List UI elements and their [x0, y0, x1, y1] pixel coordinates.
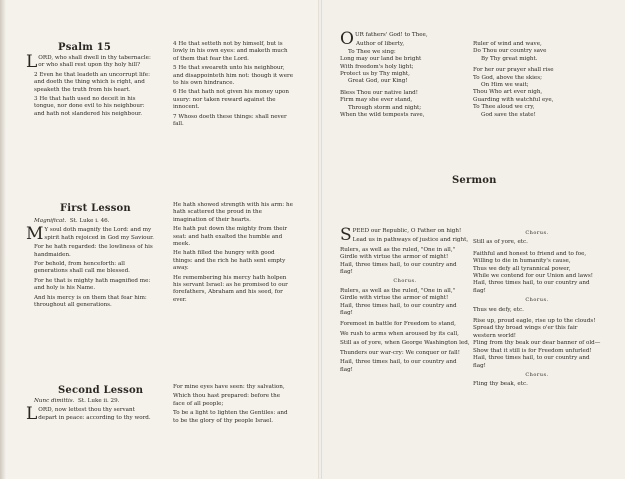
dropcap: O [340, 29, 354, 49]
chorus-label: Chorus. [525, 371, 549, 378]
lesson-verse: For he that is mighty hath magnified me: and holy is his Name. [34, 277, 151, 292]
hymn-line: Bless Thou our native land! [340, 89, 419, 96]
anthem-line: While we contend for our Union and laws! [473, 273, 594, 280]
lesson-verse: He hath put down the mighty from their seat: and hath exalted the humble and meek. [173, 226, 288, 248]
hymn-line: For her our prayer shall rise [473, 67, 554, 74]
anthem-line: Rulers, as well as the ruled, "One in all," [340, 246, 456, 253]
psalm-verse: 3 He that hath used no deceit in his tongue, nor done evil to his neighbour: and hath not slandered his neighbour. [34, 96, 145, 117]
second-lesson-heading: Second Lesson [58, 385, 144, 396]
second-lesson-column-1 [26, 398, 154, 424]
lesson-verse: And his mercy is on them that fear him: throughout all generations. [34, 294, 147, 309]
psalm-verse: 4 He that setteth not by himself, but is lowly in his own eyes: and maketh much of them that fear the Lord. [173, 41, 288, 62]
psalm-verse: 6 He that hath not given his money upon usury: nor taken reward against the innocent. [173, 89, 290, 111]
hymn-line: Through storm and night; [348, 104, 422, 111]
second-lesson-column-2 [165, 384, 293, 427]
anthem-line: Hail, three times hail, to our country and flag! [340, 302, 457, 317]
lesson-verse: He hath showed strength with his arm: he hath scattered the proud in the imagination of their hearts. [173, 202, 293, 223]
hymn-line: Protect us by Thy might, [340, 71, 410, 78]
chorus-label: Chorus. [525, 297, 549, 304]
left-edge-shadow [0, 0, 6, 479]
hymn-line: Guarding with watchful eye, [473, 96, 554, 103]
anthem-line: Faithful and honest to friend and to foe, [473, 250, 587, 257]
anthem-line: Thus we defy, etc. [473, 306, 524, 313]
lesson-verse: He hath filled the hungry with good things: and the rich he hath sent empty away. [173, 250, 286, 272]
dropcap: L [26, 404, 38, 425]
dropcap: M [26, 224, 44, 245]
anthem-line: Show that it still is for Freedom unfurled! [473, 347, 592, 354]
anthem-line: Still as of yore, when George Washington led, [340, 340, 470, 347]
lesson-verse: Which thou hast prepared: before the face of all people; [173, 393, 281, 407]
hymn-line: Author of liberty, [356, 41, 405, 48]
dropcap: L [26, 52, 38, 72]
lesson-verse: For he hath regarded: the lowliness of his handmaiden. [34, 244, 153, 258]
hymn-line: God save the state! [481, 111, 536, 118]
anthem-line: Girdle with virtue the armor of might! [340, 254, 449, 261]
psalm-verse: 5 He that sweareth unto his neighbour, and disappointeth him not: though it were to his own hindrance. [173, 65, 294, 87]
lesson-subtitle: Magnificat. St. Luke i. 46. [34, 218, 110, 224]
anthem-line: Spread thy broad wings o'er this fair western world! [473, 325, 578, 339]
anthem-line: Foremost in battle for Freedom to stand, [340, 321, 456, 328]
anthem-line: We rush to arms when aroused by its call, [340, 330, 459, 337]
anthem-line: Willing to die in humanity's cause, [473, 258, 571, 265]
hymn-line: Ruler of wind and wave, [473, 41, 542, 47]
lesson-verse: He remembering his mercy hath holpen his servant Israel: as he promised to our forefathers, Abraham and his seed, for ever. [173, 274, 288, 303]
hymn-line: To Thee aloud we cry, [473, 104, 535, 111]
hymn-line: With freedom's holy light; [340, 63, 414, 70]
hymn-line: Firm may she ever stand, [340, 97, 413, 104]
anthem-line: Rulers, as well as the ruled, "One in all," [340, 287, 456, 294]
lesson-verse: For mine eyes have seen: thy salvation, [173, 384, 285, 390]
anthem-line: Thunders our war-cry: We conquer or fall! [340, 349, 460, 356]
hymn-line: Do Thou our country save [473, 48, 547, 55]
anthem-line: Hail, three times hail, to our country and flag! [340, 359, 457, 373]
anthem-line: Girdle with virtue the armor of might! [340, 295, 449, 302]
hymn-line: Great God, our King! [348, 78, 408, 85]
hymn-line: On Him we wait; [481, 82, 529, 89]
dropcap: S [340, 225, 352, 245]
hymn-line: By Thy great might. [481, 55, 538, 62]
chorus-label: Chorus. [393, 278, 417, 285]
psalm-verse: 2 Even he that leadeth an uncorrupt life: and doeth the thing which is right, and speaketh the truth from his heart. [34, 71, 150, 93]
hymn-line: When the wild tempests rave, [340, 112, 425, 119]
first-lesson-heading: First Lesson [60, 203, 131, 214]
page-fold [318, 0, 322, 479]
psalm-verse: LORD, who shall dwell in thy tabernacle: or who shall rest upon thy holy hill? [26, 52, 151, 72]
anthem-line: Hail, three times hail, to our country and flag! [340, 261, 457, 276]
lesson-subtitle: Nunc dimittis. St. Luke ii. 29. [34, 398, 120, 404]
hymn-line: Thou Who art ever nigh, [473, 89, 543, 96]
first-lesson-column-1 [26, 218, 154, 311]
psalm-verse: 7 Whoso doeth these things: shall never fall. [173, 113, 287, 128]
psalm-column-1 [26, 52, 154, 120]
anthem-line: SPEED our Republic, O Father on high! [340, 225, 462, 245]
anthem-line: Still as of yore, etc. [473, 239, 528, 246]
hymn-line: To God, above the skies; [473, 74, 543, 81]
lesson-verse: To be a light to lighten the Gentiles: and to be the glory of thy people Israel. [173, 410, 288, 424]
lesson-verse: LORD, now lettest thou thy servant depart in peace: according to thy word. [26, 404, 151, 425]
hymn-column-1 [340, 29, 468, 119]
chorus-label: Chorus. [525, 230, 549, 236]
lesson-verse: M Y soul doth magnify the Lord: and my spirit hath rejoiced in God my Saviour. [26, 224, 154, 245]
first-lesson-column-2 [165, 202, 293, 306]
psalm-column-2 [165, 41, 293, 130]
anthem-line: Fling thy beak, etc. [473, 381, 528, 388]
anthem-column-2 [473, 228, 601, 391]
anthem-line: Hail, three times hail, to our country and flag! [473, 280, 590, 294]
hymn-line: OUR fathers' God! to Thee, [340, 29, 428, 49]
anthem-column-1 [340, 225, 470, 376]
anthem-line: Hail, three times hail, to our country and flag! [473, 355, 590, 369]
anthem-line: Fling from thy beak our dear banner of old— [473, 340, 601, 347]
hymn-line: Long may our land be bright [340, 56, 422, 63]
anthem-line: Rise up, proud eagle, rise up to the clouds! [473, 318, 596, 325]
anthem-line: Thus we defy all tyrannical power, [473, 265, 571, 272]
lesson-verse: For behold, from henceforth: all generations shall call me blessed. [34, 261, 130, 275]
hymn-line: To Thee we sing: [348, 48, 396, 55]
hymn-column-2 [473, 41, 601, 119]
sermon-heading: Sermon [452, 175, 497, 186]
anthem-line: Lead us in pathways of justice and right, [352, 237, 469, 244]
psalm-heading: Psalm 15 [58, 42, 112, 53]
